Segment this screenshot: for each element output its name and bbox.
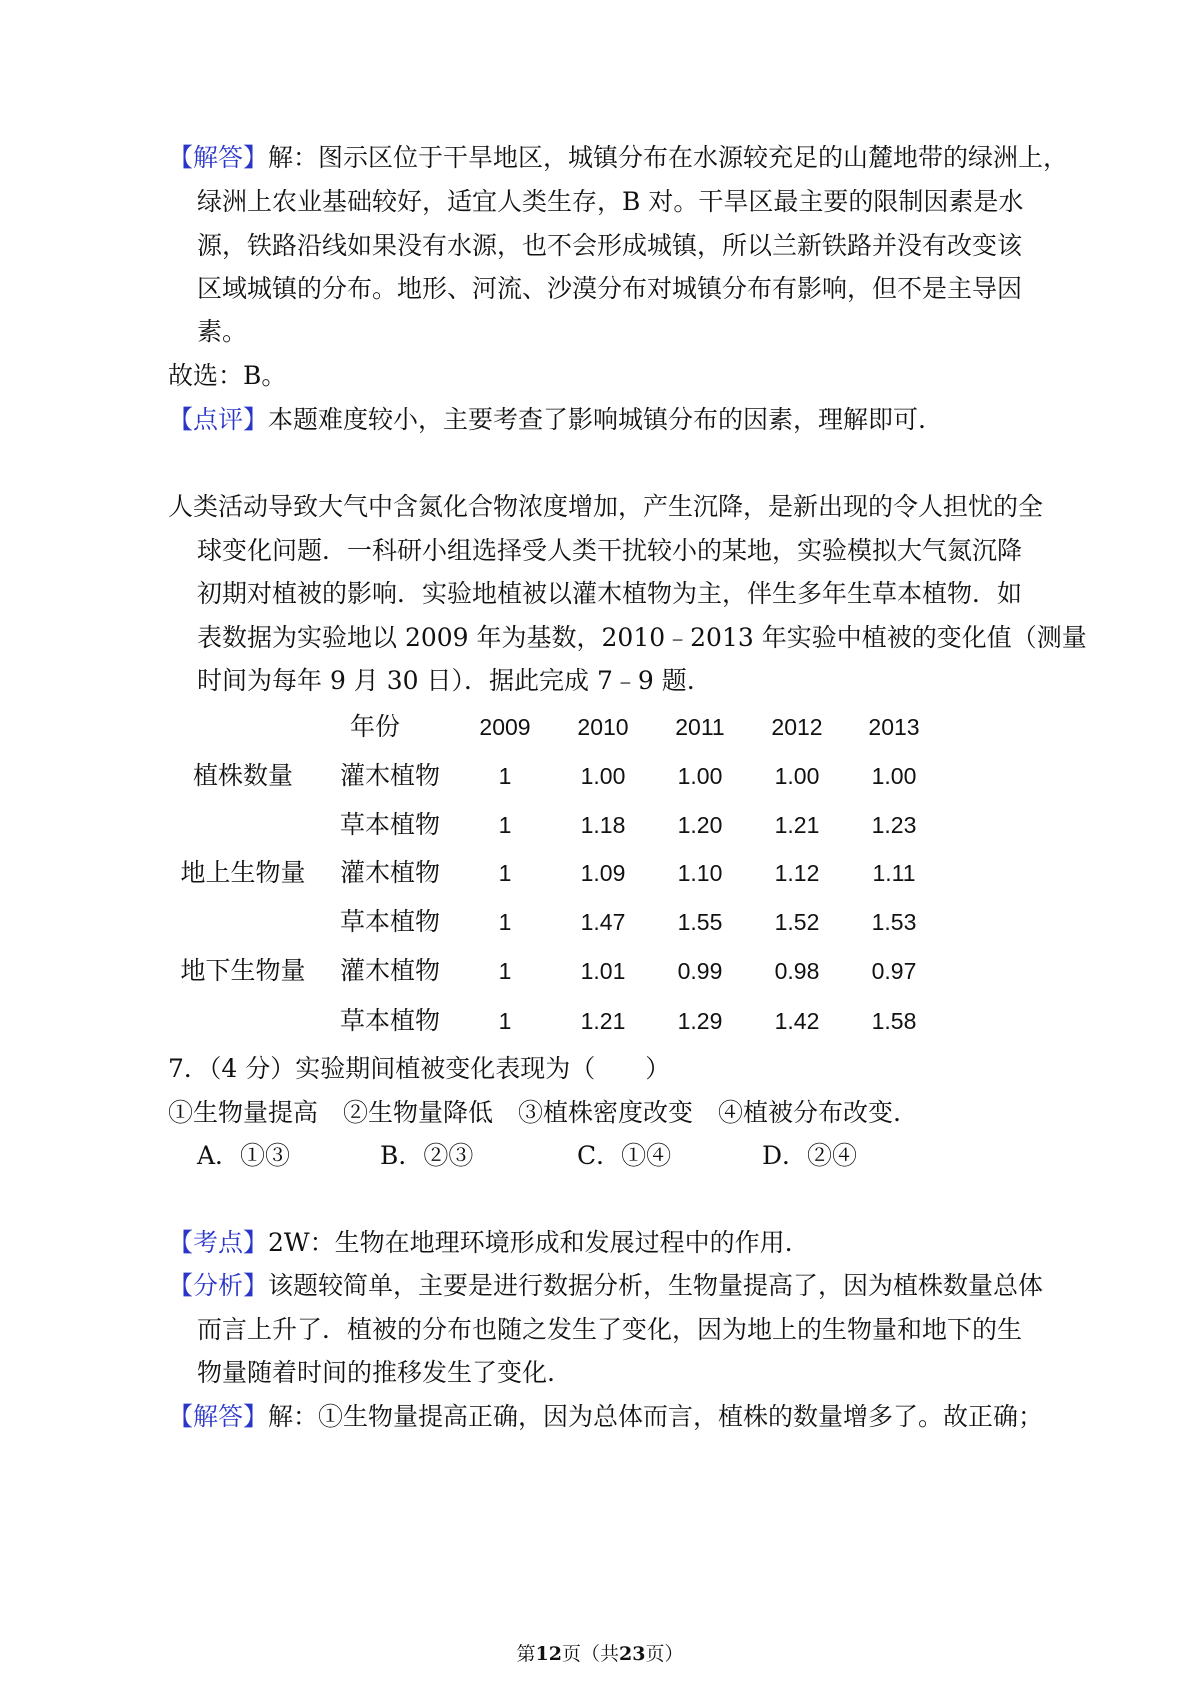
table-header-year: 2012	[771, 714, 823, 740]
table-row-type: 草本植物	[339, 810, 440, 839]
table-row-type: 灌木植物	[339, 956, 440, 985]
footer-suffix: 页）	[645, 1643, 684, 1665]
stem-line-5: 时间为每年 9 月 30 日）．据此完成 7﹣9 题.	[197, 666, 695, 695]
choice-b: B．②③	[380, 1141, 474, 1170]
table-cell: 1.42	[774, 1008, 820, 1034]
table-group-label: 植株数量	[192, 761, 293, 790]
table-cell: 1.00	[774, 763, 820, 789]
table-cell: 1	[498, 958, 512, 984]
footer-total: 23	[619, 1643, 646, 1665]
choice-d: D．②④	[762, 1141, 858, 1170]
table-cell: 1	[498, 1008, 512, 1034]
table-cell: 1.52	[774, 909, 820, 935]
stem-line-3: 初期对植被的影响．实验地植被以灌木植物为主，伴生多年生草本植物．如	[197, 579, 1023, 608]
table-cell: 0.97	[871, 958, 917, 984]
table-cell: 1	[498, 860, 512, 886]
fenxi-text: 该题较简单，主要是进行数据分析，生物量提高了，因为植株数量总体	[268, 1271, 1044, 1300]
answer-tag: 【解答】	[168, 143, 269, 172]
fenxi-line-1	[168, 1269, 1043, 1303]
table-cell: 1.58	[871, 1008, 917, 1034]
table-cell: 1.55	[677, 909, 723, 935]
table-cell: 1.10	[677, 860, 723, 886]
kaodian-tag: 【考点】	[168, 1228, 269, 1257]
footer-middle: 页（共	[561, 1643, 619, 1665]
table-group-label: 地下生物量	[180, 956, 306, 985]
table-cell: 0.98	[774, 958, 820, 984]
stem-line-4: 表数据为实验地以 2009 年为基数，2010﹣2013 年实验中植被的变化值（测量	[197, 623, 1087, 652]
table-header-year: 2013	[868, 714, 920, 740]
stem-line-1: 人类活动导致大气中含氮化合物浓度增加，产生沉降，是新出现的令人担忧的全	[168, 492, 1044, 521]
table-cell: 1.00	[871, 763, 917, 789]
choice-line: 故选：B。	[168, 361, 287, 390]
fenxi-tag: 【分析】	[168, 1271, 269, 1300]
answer-line-5: 素。	[197, 317, 248, 346]
choice-a: A．①③	[197, 1141, 291, 1170]
table-cell: 0.99	[677, 958, 723, 984]
answer-line-2: 绿洲上农业基础较好，适宜人类生存，B 对。干旱区最主要的限制因素是水	[197, 187, 1024, 216]
table-cell: 1.00	[580, 763, 626, 789]
answer2-tag: 【解答】	[168, 1402, 269, 1431]
table-cell: 1.18	[580, 812, 626, 838]
review-line	[168, 403, 926, 437]
table-cell: 1.47	[580, 909, 626, 935]
answer2-text: 解：①生物量提高正确，因为总体而言，植株的数量增多了。故正确；	[268, 1402, 1044, 1431]
answer2-line	[168, 1400, 1043, 1434]
table-cell: 1.00	[677, 763, 723, 789]
question-7-title: 7．（4 分）实验期间植被变化表现为（ ）	[168, 1054, 671, 1083]
page-footer	[0, 1641, 1200, 1667]
table-row-type: 草本植物	[339, 1006, 440, 1035]
table-cell: 1.21	[774, 812, 820, 838]
table-cell: 1.01	[580, 958, 626, 984]
table-cell: 1.23	[871, 812, 917, 838]
kaodian-line	[168, 1226, 793, 1260]
fenxi-line-3: 物量随着时间的推移发生了变化.	[197, 1358, 555, 1387]
answer-line-3: 源，铁路沿线如果没有水源，也不会形成城镇，所以兰新铁路并没有改变该	[197, 231, 1023, 260]
table-cell: 1.20	[677, 812, 723, 838]
table-cell: 1.11	[872, 860, 916, 886]
table-cell: 1	[498, 909, 512, 935]
table-cell: 1.29	[677, 1008, 723, 1034]
table-row-type: 灌木植物	[339, 761, 440, 790]
review-tag: 【点评】	[168, 405, 269, 434]
review-text: 本题难度较小，主要考查了影响城镇分布的因素，理解即可.	[268, 405, 926, 434]
question-7-options: ①生物量提高 ②生物量降低 ③植株密度改变 ④植被分布改变.	[168, 1098, 901, 1127]
table-header-year: 2011	[675, 714, 725, 740]
choice-c: C．①④	[577, 1141, 672, 1170]
footer-prefix: 第	[516, 1643, 536, 1665]
answer-line-4: 区域城镇的分布。地形、河流、沙漠分布对城镇分布有影响，但不是主导因	[197, 274, 1023, 303]
table-header-label: 年份	[349, 712, 400, 741]
table-header-year: 2010	[577, 714, 629, 740]
answer-text: 解：图示区位于干旱地区，城镇分布在水源较充足的山麓地带的绿洲上，	[268, 143, 1069, 172]
stem-line-2: 球变化问题．一科研小组选择受人类干扰较小的某地，实验模拟大气氮沉降	[197, 536, 1023, 565]
table-cell: 1.12	[774, 860, 820, 886]
table-header-year: 2009	[479, 714, 531, 740]
table-row-type: 草本植物	[339, 907, 440, 936]
table-cell: 1	[498, 812, 512, 838]
table-cell: 1.09	[580, 860, 626, 886]
fenxi-line-2: 而言上升了．植被的分布也随之发生了变化，因为地上的生物量和地下的生	[197, 1315, 1023, 1344]
table-cell: 1.53	[871, 909, 917, 935]
answer-line-1	[168, 141, 1068, 175]
table-group-label: 地上生物量	[180, 858, 306, 887]
table-cell: 1	[498, 763, 512, 789]
footer-page: 12	[535, 1643, 562, 1665]
kaodian-text: 2W：生物在地理环境形成和发展过程中的作用.	[268, 1228, 793, 1257]
table-cell: 1.21	[580, 1008, 626, 1034]
table-row-type: 灌木植物	[339, 858, 440, 887]
